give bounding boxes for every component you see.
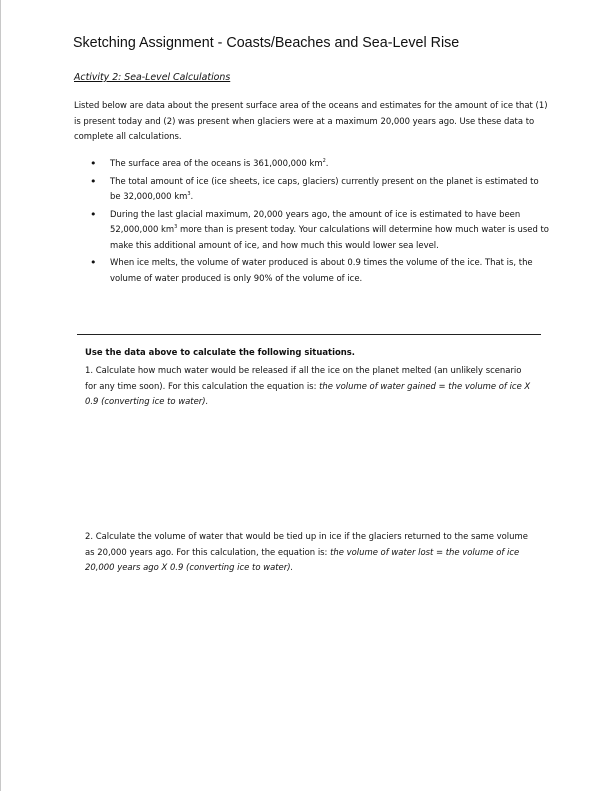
bullet-text-end: .	[325, 158, 329, 168]
bullet-text: The surface area of the oceans is 361,000,000 km	[110, 158, 323, 168]
question-2	[85, 529, 535, 576]
bullet-icon: •	[90, 207, 97, 221]
question-2-text: 2. Calculate the volume of water that would be tied up in ice if the glaciers returned to the same volume as 20,000 years ago. For this calculation, the equation is:	[85, 531, 528, 557]
bullet-icon: •	[90, 174, 97, 188]
question-1	[85, 363, 535, 410]
bullet-item	[90, 255, 550, 286]
question-1-text: 1. Calculate how much water would be released if all the ice on the planet melted (an unlikely scenario for any time soon). For this calculation the equation is:	[85, 365, 522, 391]
activity-heading: Activity 2: Sea-Level Calculations	[74, 72, 231, 83]
question-1-equation: the volume of water gained = the volume of ice X 0.9 (converting ice to water).	[85, 380, 531, 406]
superscript: 2	[322, 158, 326, 165]
bullet-icon: •	[90, 157, 97, 170]
bullet-item	[90, 207, 550, 254]
data-bullet-list	[90, 156, 550, 288]
superscript: 3	[174, 224, 178, 231]
bullet-text: The total amount of ice (ice sheets, ice caps, glaciers) currently present on the planet is estimated to be 32,000,000 km	[110, 175, 539, 201]
bullet-text-end: more than is present today. Your calculations will determine how much water is used to make this additional amount of ice, and how much this would lower sea level.	[110, 224, 549, 250]
section-divider	[77, 334, 541, 335]
bullet-text: During the last glacial maximum, 20,000 years ago, the amount of ice is estimated to have been 52,000,000 km	[110, 208, 521, 234]
section-heading: Use the data above to calculate the following situations.	[85, 347, 355, 357]
bullet-text-end: .	[190, 191, 194, 201]
bullet-item	[90, 156, 550, 172]
document-title: Sketching Assignment - Coasts/Beaches and Sea-Level Rise	[73, 35, 460, 51]
question-2-equation: the volume of water lost = the volume of ice 20,000 years ago X 0.9 (converting ice to water).	[85, 546, 520, 572]
bullet-icon: •	[90, 256, 97, 269]
superscript: 3	[187, 191, 191, 198]
intro-paragraph: Listed below are data about the present surface area of the oceans and estimates for the amount of ice that (1) is present today and (2) was present when glaciers were at a maximum 20,000 years ago. Use these data to complete all calculations.	[74, 100, 548, 141]
bullet-item	[90, 174, 550, 205]
bullet-text: When ice melts, the volume of water produced is about 0.9 times the volume of the ice. That is, the volume of water produced is only 90% of the volume of ice.	[110, 257, 533, 283]
